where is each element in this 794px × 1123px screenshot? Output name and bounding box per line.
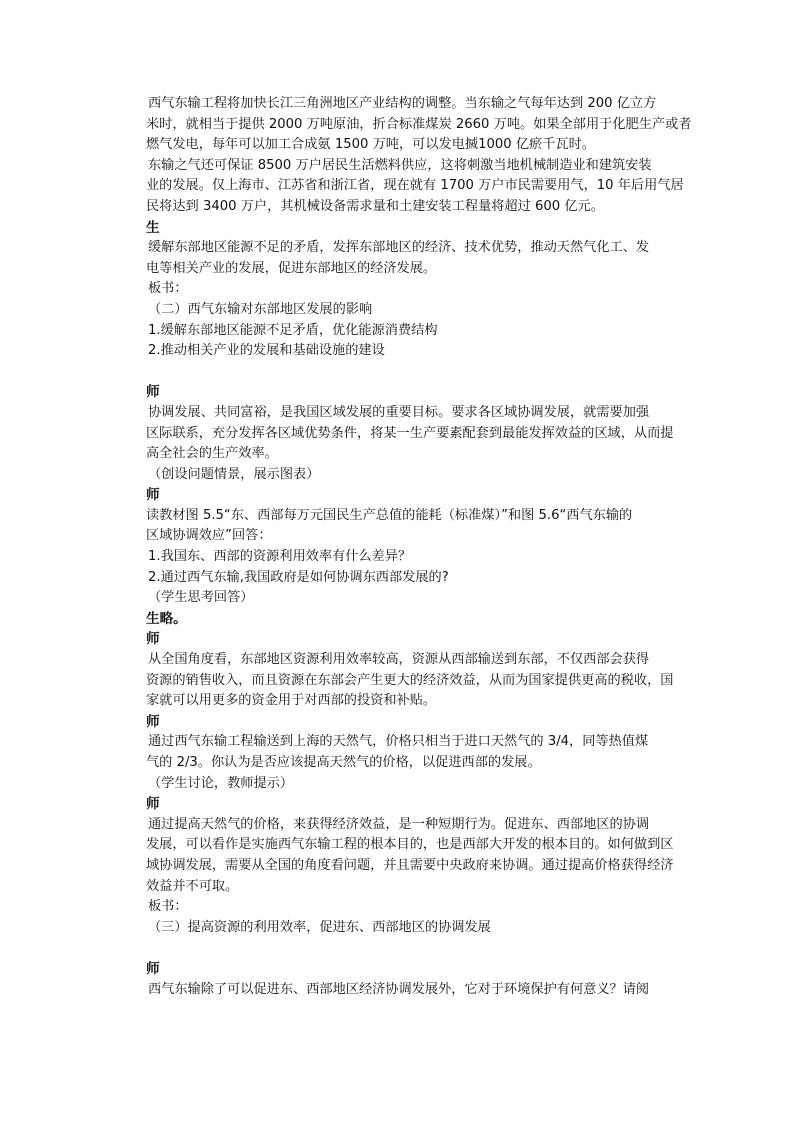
paragraph-line: 气的 2/3。你认为是否应该提高天然气的价格，以促进西部的发展。 [146, 755, 541, 770]
section-heading: （二）西气东输对东部地区发展的影响 [148, 301, 373, 317]
paragraph-line: 发展，可以看作是实施西气东输工程的根本目的，也是西部大开发的根本目的。如何做到区 [146, 837, 674, 853]
paragraph-line: 米时，就相当于提供 2000 万吨原油，折合标准煤炭 2660 万吨。如果全部用于化肥生产或者 [146, 116, 692, 132]
stage-direction: （学生思考回答） [148, 590, 254, 606]
blackboard-label: 板书： [148, 899, 188, 915]
document-body [146, 94, 692, 1000]
speaker-label: 师 [146, 713, 160, 730]
paragraph-line: 东输之气还可保证 8500 万户居民生活燃料供应，这将刺激当地机械制造业和建筑安装 [148, 157, 652, 173]
blank-line [146, 362, 656, 383]
paragraph-line: 缓解东部地区能源不足的矛盾，发挥东部地区的经济、技术优势，推动天然气化工、发 [148, 240, 650, 256]
paragraph-line: 通过提高天然气的价格，来获得经济效益，是一种短期行为。促进东、西部地区的协调 [148, 816, 650, 832]
list-item: 2.推动相关产业的发展和基础设施的建设 [148, 343, 385, 359]
paragraph-line: 燃气发电，每年可以加工合成氨 1500 万吨，可以发电搣1000 亿瘀千瓦时。 [146, 137, 595, 153]
paragraph-line: 读教材图 5.5“东、西部每万元国民生产总值的能耗（标准煤）”和图 5.6“西气东输的 [146, 507, 633, 523]
paragraph-line: 效益并不可取。 [146, 878, 239, 894]
speaker-label: 生略。 [146, 610, 187, 627]
list-item: 2.通过西气东输,我国政府是如何协调东西部发展的? [148, 569, 449, 585]
paragraph-line: 区际联系，充分发挥各区域优势条件，将某一生产要素配套到最能发挥效益的区域，从而提 [146, 425, 674, 441]
paragraph-line: 家就可以用更多的资金用于对西部的投资和补贴。 [146, 693, 437, 709]
list-item: 1.我国东、西部的资源利用效率有什么差异？ [148, 549, 412, 565]
speaker-label: 师 [146, 384, 160, 401]
section-heading: （三）提高资源的利用效率，促进东、西部地区的协调发展 [148, 919, 491, 935]
blackboard-label: 板书： [148, 281, 188, 297]
paragraph-line: 高全社会的生产效率。 [146, 446, 278, 462]
paragraph-line: 区域协调效应”回答： [146, 528, 272, 544]
paragraph-line: 资源的销售收入，而且资源在东部会产生更大的经济效益，从而为国家提供更高的税收，国 [146, 672, 674, 688]
paragraph-line: 电等相关产业的发展，促进东部地区的经济发展。 [146, 260, 437, 276]
speaker-label: 师 [146, 631, 160, 648]
paragraph-line: 西气东输除了可以促进东、西部地区经济协调发展外，它对于环境保护有何意义？请阅 [148, 981, 650, 997]
speaker-label: 师 [146, 796, 160, 813]
paragraph-line: 通过西气东输工程输送到上海的天然气，价格只相当于进口天然气的 3/4，同等热值煤 [148, 734, 649, 750]
paragraph-line: 西气东输工程将加快长江三角洲地区产业结构的调整。当东输之气每年达到 200 亿立方 [148, 96, 657, 111]
paragraph-line: 从全国角度看，东部地区资源利用效率较高，资源从西部输送到东部，不仅西部会获得 [148, 652, 650, 668]
blank-line [146, 938, 656, 959]
stage-direction: （学生讨论，教师提示） [148, 775, 294, 791]
speaker-label: 师 [146, 960, 160, 977]
speaker-label: 师 [146, 487, 160, 504]
paragraph-line: 域协调发展，需要从全国的角度看问题，并且需要中央政府来协调。通过提高价格获得经济 [146, 857, 674, 873]
list-item: 1.缓解东部地区能源不足矛盾，优化能源消费结构 [148, 322, 438, 338]
paragraph-line: 业的发展。仅上海市、江苏省和浙江省，现在就有 1700 万户市民需要用气，10 年后用气居 [146, 178, 684, 194]
speaker-label: 生 [146, 219, 160, 236]
stage-direction: （创设问题情景，展示图表） [148, 466, 320, 482]
paragraph-line: 民将达到 3400 万户，其机械设备需求量和土建安装工程量将超过 600 亿元。 [146, 198, 604, 214]
paragraph-line: 协调发展、共同富裕，是我国区域发展的重要目标。要求各区域协调发展，就需要加强 [148, 404, 650, 420]
